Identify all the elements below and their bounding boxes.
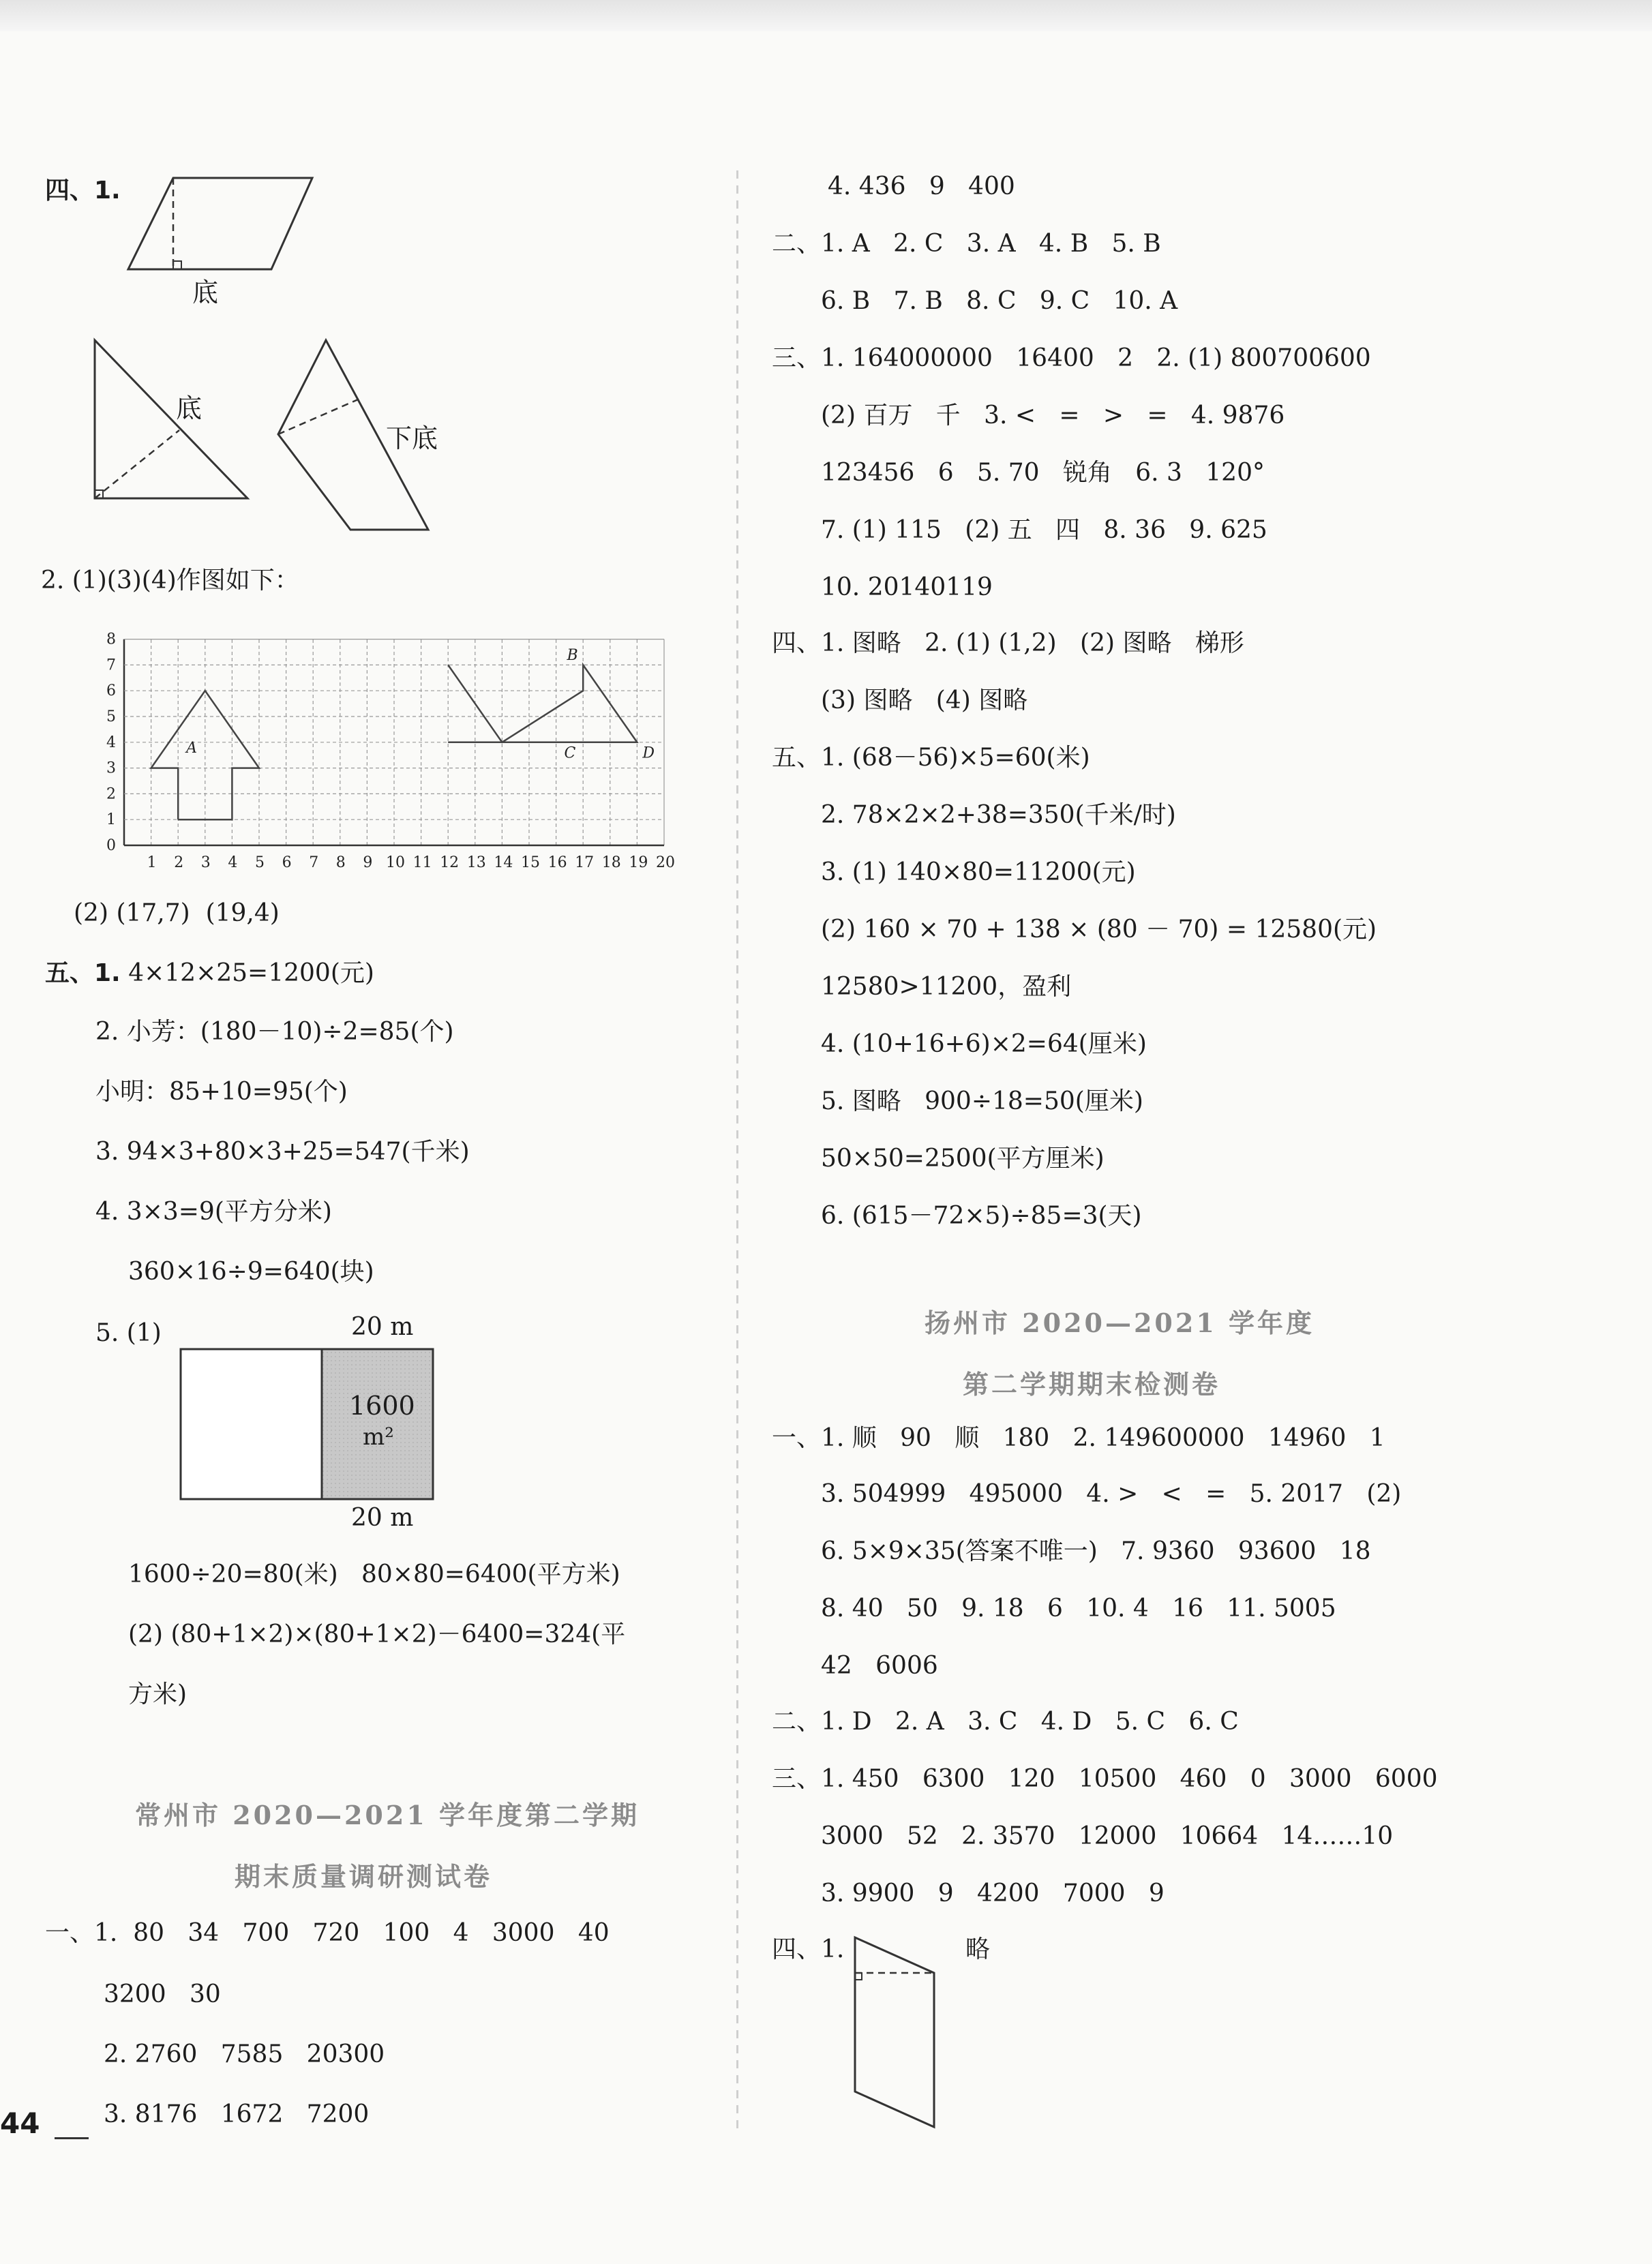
r-line-13: 3. (1) 140×80=11200(元): [821, 858, 1136, 886]
q5-1: 4×12×25=1200(元): [128, 959, 374, 987]
point-label: C: [564, 744, 576, 762]
base-label-3: 下底: [386, 423, 438, 453]
vertical-parallelogram-figure: [848, 1935, 944, 2132]
q5-label: 五、1.: [45, 959, 121, 987]
r-line-05: (2) 百万 千 3. < = > = 4. 9876: [821, 402, 1285, 429]
x-tick-label: 19: [629, 854, 648, 871]
r-line-16: 4. (10+16+6)×2=64(厘米): [821, 1030, 1147, 1058]
r-m-03: 6. 5×9×35(答案不唯一) 7. 9360 93600 18: [821, 1537, 1371, 1565]
point-label: A: [186, 739, 197, 757]
section-title-changzhou-1: 常州市 2020—2021 学年度第二学期: [135, 1800, 640, 1830]
top-scan-band: [0, 0, 1652, 31]
y-tick-label: 2: [106, 785, 116, 803]
x-tick-label: 13: [466, 854, 486, 871]
fig-area-unit: m²: [363, 1423, 394, 1451]
s1-2: 2. 2760 7585 20300: [104, 2040, 385, 2068]
fig-top-label: 20 m: [351, 1313, 414, 1341]
zigzag-shape: [448, 665, 637, 742]
s1-1b: 3200 30: [104, 1980, 221, 2008]
r-line-11: 五、1. (68－56)×5=60(米): [772, 744, 1090, 772]
q5-5b: 1600÷20=80(米) 80×80=6400(平方米): [128, 1560, 620, 1588]
q5-3: 3. 94×3+80×3+25=547(千米): [95, 1138, 470, 1166]
r-line-12: 2. 78×2×2+38=350(千米/时): [821, 801, 1176, 829]
r-m-01: 一、1. 顺 90 顺 180 2. 149600000 14960 1: [772, 1424, 1385, 1452]
r-line-01: 4. 436 9 400: [828, 172, 1015, 200]
q4-2-answer: (2) (17,7) (19,4): [74, 899, 280, 927]
parallelogram-figure: [123, 174, 320, 283]
fig-bottom-label: 20 m: [351, 1504, 414, 1532]
r-line-14: (2) 160 × 70 + 138 × (80 － 70) = 12580(元): [821, 916, 1377, 944]
section-title-changzhou-2: 期末质量调研测试卷: [235, 1861, 493, 1892]
r-m-09: 3. 9900 9 4200 7000 9: [821, 1880, 1165, 1907]
q5-2a: 2. 小芳：(180－10)÷2=85(个): [95, 1018, 454, 1046]
x-tick-label: 1: [147, 854, 157, 871]
y-tick-label: 5: [106, 708, 116, 725]
y-tick-label: 8: [106, 631, 116, 648]
x-tick-label: 12: [440, 854, 460, 871]
section-title-yangzhou-2: 第二学期期末检测卷: [963, 1369, 1221, 1400]
x-tick-label: 16: [547, 854, 567, 871]
r-line-18: 50×50=2500(平方厘米): [821, 1145, 1105, 1173]
x-tick-label: 18: [601, 854, 621, 871]
r-line-17: 5. 图略 900÷18=50(厘米): [821, 1087, 1143, 1115]
r-line-08: 10. 20140119: [821, 573, 993, 601]
x-tick-label: 4: [228, 854, 238, 871]
s1-3: 3. 8176 1672 7200: [104, 2100, 370, 2128]
page-number: 44: [0, 2107, 40, 2140]
r-line-10: (3) 图略 (4) 图略: [821, 686, 1028, 714]
q5-5-label: 5. (1): [95, 1319, 162, 1347]
q4-2-text: 2. (1)(3)(4)作图如下：: [41, 567, 299, 594]
x-tick-label: 3: [200, 854, 211, 871]
r-m-02: 3. 504999 495000 4. > < = 5. 2017 (2): [821, 1480, 1402, 1508]
r-m-10: 四、1.: [772, 1935, 845, 1963]
triangle-figure: [92, 337, 256, 504]
x-tick-label: 8: [335, 854, 346, 871]
y-tick-label: 0: [106, 837, 116, 854]
x-tick-label: 20: [656, 854, 675, 871]
y-tick-label: 7: [106, 656, 116, 674]
r-m-04: 8. 40 50 9. 18 6 10. 4 16 11. 5005: [821, 1595, 1336, 1622]
r-m-11: 略: [965, 1935, 991, 1963]
r-m-05: 42 6006: [821, 1652, 938, 1680]
r-line-04: 三、1. 164000000 16400 2 2. (1) 800700600: [772, 344, 1371, 372]
section-title-yangzhou-1: 扬州市 2020—2021 学年度: [925, 1308, 1315, 1338]
r-m-07: 三、1. 450 6300 120 10500 460 0 3000 6000: [772, 1765, 1438, 1793]
q5-4a: 4. 3×3=9(平方分米): [95, 1198, 332, 1226]
square-figure: [179, 1347, 438, 1504]
r-m-06: 二、1. D 2. A 3. C 4. D 5. C 6. C: [772, 1708, 1239, 1736]
r-m-08: 3000 52 2. 3570 12000 10664 14……10: [821, 1822, 1394, 1850]
x-tick-label: 9: [363, 854, 373, 871]
column-divider: [736, 170, 738, 2134]
x-tick-label: 14: [494, 854, 513, 871]
y-tick-label: 6: [106, 682, 116, 700]
y-tick-label: 4: [106, 734, 116, 751]
r-line-15: 12580>11200，盈利: [821, 973, 1072, 1001]
x-tick-label: 7: [309, 854, 319, 871]
x-tick-label: 5: [255, 854, 265, 871]
point-label: B: [567, 646, 578, 664]
q4-1-label: 四、1.: [45, 177, 121, 205]
coordinate-grid: [82, 620, 682, 873]
x-tick-label: 11: [412, 854, 432, 871]
q5-5d: 方米): [128, 1680, 187, 1708]
x-tick-label: 10: [386, 854, 405, 871]
q5-4b: 360×16÷9=640(块): [128, 1258, 374, 1286]
r-line-06: 123456 6 5. 70 锐角 6. 3 120°: [821, 459, 1265, 487]
q5-2b: 小明：85+10=95(个): [95, 1078, 348, 1106]
r-line-09: 四、1. 图略 2. (1) (1,2) (2) 图略 梯形: [772, 629, 1244, 657]
x-tick-label: 15: [521, 854, 540, 871]
r-line-03: 6. B 7. B 8. C 9. C 10. A: [821, 287, 1178, 315]
r-line-02: 二、1. A 2. C 3. A 4. B 5. B: [772, 230, 1161, 258]
base-label-1: 底: [192, 277, 219, 307]
r-line-19: 6. (615－72×5)÷85=3(天): [821, 1202, 1142, 1230]
point-label: D: [642, 744, 655, 762]
s1-1a: 一、1. 80 34 700 720 100 4 3000 40: [45, 1919, 610, 1947]
q5-label-line: [45, 957, 374, 990]
q5-5c: (2) (80+1×2)×(80+1×2)－6400=324(平: [128, 1620, 626, 1648]
fig-area-value: 1600: [349, 1391, 415, 1421]
r-line-07: 7. (1) 115 (2) 五 四 8. 36 9. 625: [821, 516, 1267, 544]
x-tick-label: 2: [174, 854, 184, 871]
base-label-2: 底: [176, 393, 202, 423]
x-tick-label: 17: [575, 854, 595, 871]
y-tick-label: 3: [106, 759, 116, 777]
page-number-dash: [55, 2137, 89, 2139]
x-tick-label: 6: [282, 854, 292, 871]
y-tick-label: 1: [106, 811, 116, 829]
